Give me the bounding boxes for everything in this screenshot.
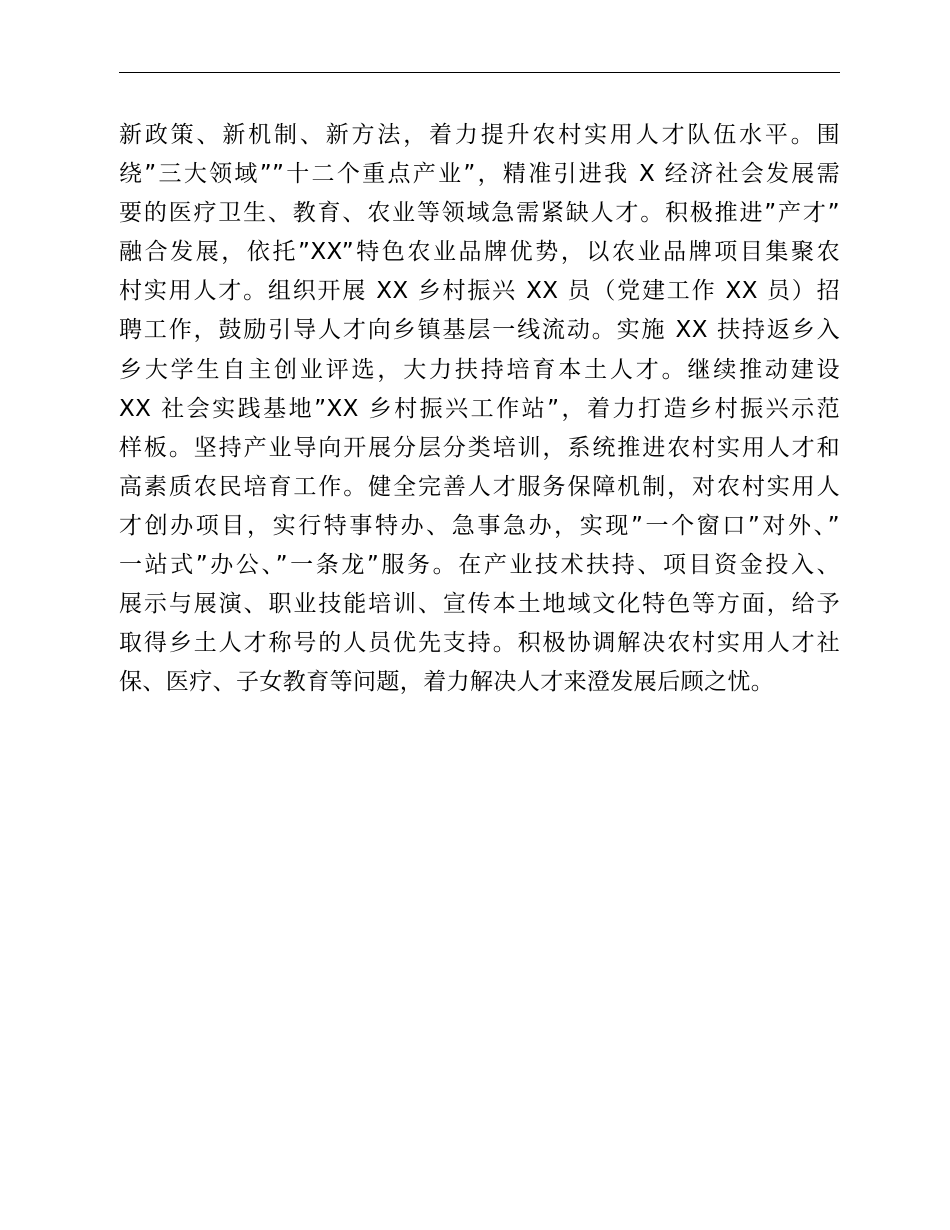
text-line: 要的医疗卫生、教育、农业等领域急需紧缺人才。积极推进”产才” (119, 200, 840, 227)
text-line: 乡大学生自主创业评选，大力扶持培育本土人才。继续推动建设 (119, 356, 840, 383)
text-line: 样板。坚持产业导向开展分层分类培训，系统推进农村实用人才和 (119, 434, 840, 461)
text-line: 保、医疗、子女教育等问题，着力解决人才来澄发展后顾之忧。 (119, 669, 775, 696)
text-line: 融合发展，依托”XX”特色农业品牌优势，以农业品牌项目集聚农 (119, 239, 840, 266)
text-line: 高素质农民培育工作。健全完善人才服务保障机制，对农村实用人 (119, 473, 840, 500)
text-line: XX 社会实践基地”XX 乡村振兴工作站”，着力打造乡村振兴示范 (119, 395, 840, 422)
text-line: 村实用人才。组织开展 XX 乡村振兴 XX 员（党建工作 XX 员）招 (119, 278, 840, 305)
body-paragraph (119, 116, 840, 702)
text-line: 聘工作，鼓励引导人才向乡镇基层一线流动。实施 XX 扶持返乡入 (119, 317, 840, 344)
text-line: 绕”三大领域””十二个重点产业”，精准引进我 X 经济社会发展需 (119, 161, 840, 188)
text-line: 取得乡土人才称号的人员优先支持。积极协调解决农村实用人才社 (119, 630, 840, 657)
header-rule (119, 72, 840, 73)
text-line: 展示与展演、职业技能培训、宣传本土地域文化特色等方面，给予 (119, 591, 840, 618)
text-line: 才创办项目，实行特事特办、急事急办，实现”一个窗口”对外、” (119, 512, 840, 539)
text-line: 一站式”办公、”一条龙”服务。在产业技术扶持、项目资金投入、 (119, 552, 840, 579)
text-line: 新政策、新机制、新方法，着力提升农村实用人才队伍水平。围 (119, 122, 840, 148)
